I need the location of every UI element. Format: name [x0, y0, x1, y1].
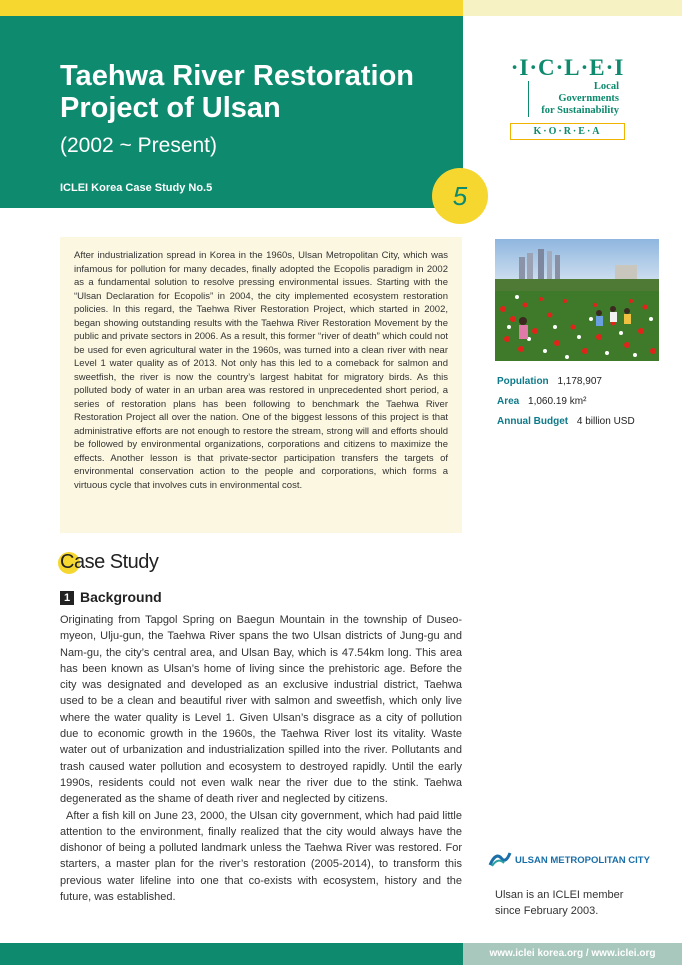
budget-value: 4 billion USD — [576, 416, 635, 427]
area-label: Area — [497, 396, 520, 407]
series-label: ICLEI Korea Case Study No.5 — [60, 182, 213, 194]
membership-note — [495, 887, 623, 919]
population-value: 1,178,907 — [557, 376, 602, 387]
heading-number: 1 — [60, 591, 74, 605]
city-stats — [497, 372, 635, 432]
logo-sub-line-3: for Sustainability — [541, 105, 619, 116]
population-label: Population — [497, 376, 549, 387]
photo-illustration — [495, 239, 659, 361]
budget-label: Annual Budget — [497, 416, 569, 427]
iclei-logo-text: ·I·C·L·E·I — [510, 55, 625, 80]
title-line-1: Taehwa River Restoration — [60, 60, 415, 92]
page-title — [60, 60, 414, 124]
logo-sub-line-1: Local — [593, 81, 619, 92]
population-stat — [497, 372, 635, 392]
title-line-2: Project of Ulsan — [60, 92, 281, 124]
summary-box: After industrialization spread in Korea in the 1960s, Ulsan Metropolitan City, which was infamous for pollution for many decades, finally adopted the Ecopolis paradigm in 2002 as a fundamental solution to resolve pressing environmental issues. Starting with the “Ulsan Declaration for Ecopolis” in 2004, the city implemented ecosystem restoration policies. In this regard, the Taehwa River Restoration Project, which started in 2002, began showing outstanding results with the Taehwa River Restoration Movement by the public and private sectors in 2006. As a result, this former “river of death” which could not be used for even agricultural water in the 1960s, was turned into a clean river with near Level 1 water quality as of 2013. Not only has this led to a comeback for salmon and sweetfish, the river is now the country’s largest habitat for migratory birds. As this polluted body of water in an urban area was restored in unprecedented short period, a series of restoration plans has been following to benchmark the Taehwa River Restoration Project all over the nation. One of the biggest lessons of this project is that administrative efforts are not enough to restore the stream, strong will and efforts should be followed by environmental organizations, corporations and citizens to maximize the effects. Another lesson is that private-sector participation transfers the targets of environmental conservation action to the people and corporations, which forms a virtuous cycle that involves cuts in environmental cost. — [60, 237, 462, 533]
top-bar-yellow — [0, 0, 463, 16]
case-number-badge: 5 — [432, 168, 488, 224]
logo-korea: K·O·R·E·A — [510, 123, 625, 140]
header-banner — [0, 16, 463, 208]
ulsan-logo-text: ULSAN METROPOLITAN CITY — [515, 855, 650, 866]
footer-bar — [0, 943, 463, 965]
area-stat — [497, 392, 635, 412]
area-value: 1,060.19 km² — [528, 396, 587, 407]
heading-text: Background — [80, 589, 162, 605]
ulsan-wave-icon — [488, 849, 512, 867]
iclei-logo-subtitle — [528, 81, 619, 117]
background-heading — [60, 589, 162, 605]
ulsan-city-logo — [488, 849, 650, 867]
section-title-text: Case Study — [60, 551, 159, 573]
member-line-2: since February 2003. — [495, 905, 599, 917]
budget-stat — [497, 412, 635, 432]
paragraph-2: After a fish kill on June 23, 2000, the Ulsan city government, which had paid little attention to the environment, finally realized that the city would always have the dishonor of being a polluted landmark unless the Taehwa River was restored. For starters, a master plan for the river’s restoration (2005-2014), to transform this previous water lifeline into one that co-exists with ecosystem, history and the future, was established. — [60, 809, 462, 904]
member-line-1: Ulsan is an ICLEI member — [495, 889, 624, 901]
paragraph-1: Originating from Tapgol Spring on Baegun Mountain in the township of Duseo-myeon, Ulju-gun, the Taehwa River spans the two Ulsan districts of Jung-gu and Nam-gu, the city’s central area, and Ulsan Bay, which is 47.54km long. This area has been known as Ulsan’s home of living since the prehistoric age. Before the city was designated and developed as an exclusive industrial district, Taehwa used to be a clean and beautiful river with salmon and sweetfish, which only live where the water quality is Level 1. Given Ulsan’s disgrace as a city of pollution due to economic growth in the 1960s, the Taehwa River lost its vitality. Waste water out of urbanization and industrialization spilled into the river. Pollutants and trash caused water pollution and ecosystem to destroyed rapidly. Until the early 1990s, residents could not even walk near the river due to the stink. Taehwa degenerated as the shame of death river and neglected by citizens. — [60, 614, 462, 806]
river-flowers-photo — [495, 239, 659, 361]
body-text — [60, 612, 462, 905]
subtitle-period: (2002 ~ Present) — [60, 134, 218, 157]
top-bar-cream — [463, 0, 682, 16]
iclei-korea-logo — [510, 55, 625, 140]
footer-url[interactable]: www.iclei korea.org / www.iclei.org — [463, 943, 682, 965]
logo-sub-line-2: Governments — [558, 93, 619, 104]
section-title — [60, 551, 158, 574]
